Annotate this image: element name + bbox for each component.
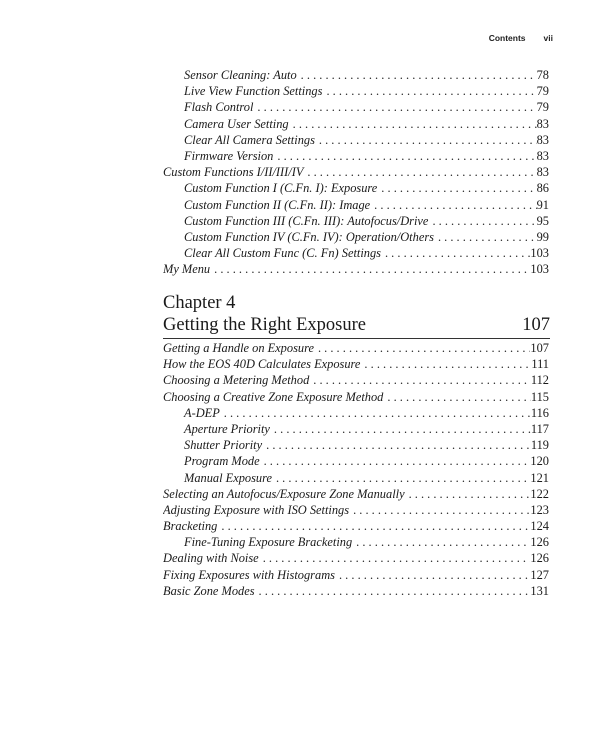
- toc-entry-title: Clear All Camera Settings: [184, 132, 315, 147]
- toc-entry-title: My Menu: [163, 262, 211, 277]
- toc-entry-page: 116: [530, 405, 549, 420]
- running-head-page-number: vii: [543, 33, 553, 43]
- toc-entry-page: 115: [530, 389, 549, 404]
- toc-leader-dots: [303, 165, 536, 180]
- toc-leader-dots: [253, 100, 536, 115]
- toc-leader-dots: [262, 438, 531, 453]
- toc-entry-page: 119: [530, 438, 549, 453]
- toc-entry-title: Manual Exposure: [184, 470, 272, 485]
- toc-entry[interactable]: [163, 181, 549, 197]
- toc-leader-dots: [377, 181, 536, 196]
- toc-entry-page: 83: [536, 148, 549, 163]
- toc-entry[interactable]: [163, 165, 549, 181]
- toc-entry[interactable]: [163, 214, 549, 230]
- toc-entry-page: 122: [530, 486, 549, 501]
- toc-leader-dots: [314, 341, 530, 356]
- toc-entry[interactable]: [163, 68, 549, 84]
- toc-entry-title: Adjusting Exposure with ISO Settings: [163, 502, 350, 517]
- toc-leader-dots: [309, 373, 531, 388]
- toc-entry[interactable]: [163, 535, 549, 551]
- toc-entry-page: 103: [530, 246, 549, 261]
- chapter-page-number: 107: [522, 315, 550, 335]
- toc-entry-title: Dealing with Noise: [163, 551, 259, 566]
- toc-leader-dots: [383, 390, 530, 405]
- toc-entry-page: 99: [536, 229, 549, 244]
- toc-entry-page: 83: [536, 165, 549, 180]
- toc-entry[interactable]: [163, 390, 549, 406]
- toc-entry-title: Program Mode: [184, 454, 260, 469]
- toc-entry[interactable]: [163, 262, 549, 278]
- toc-entry-page: 112: [530, 373, 549, 388]
- toc-list-chapter: [163, 341, 549, 600]
- chapter-title: Getting the Right Exposure: [163, 315, 366, 335]
- toc-entry-page: 123: [530, 502, 549, 517]
- toc-leader-dots: [270, 422, 531, 437]
- toc-entry-title: Basic Zone Modes: [163, 583, 255, 598]
- chapter-title-row: [163, 314, 550, 339]
- toc-entry-page: 78: [536, 68, 549, 82]
- toc-entry-title: Shutter Priority: [184, 438, 263, 453]
- toc-entry-title: Custom Function IV (C.Fn. IV): Operation/Others: [184, 229, 434, 244]
- toc-list-top: [163, 68, 549, 278]
- toc-entry[interactable]: [163, 422, 549, 438]
- toc-leader-dots: [370, 198, 536, 213]
- toc-entry-page: 91: [536, 197, 549, 212]
- toc-entry-page: 120: [530, 454, 549, 469]
- toc-entry-title: Custom Functions I/II/III/IV: [163, 165, 304, 180]
- toc-leader-dots: [349, 503, 530, 518]
- toc-entry-title: Custom Function II (C.Fn. II): Image: [184, 197, 371, 212]
- toc-entry-title: Camera User Setting: [184, 116, 289, 131]
- toc-entry[interactable]: [163, 133, 549, 149]
- toc-entry-page: 121: [530, 470, 549, 485]
- toc-leader-dots: [360, 357, 531, 372]
- toc-entry-title: Live View Function Settings: [184, 84, 323, 99]
- toc-entry[interactable]: [163, 454, 549, 470]
- toc-leader-dots: [381, 246, 530, 261]
- toc-entry[interactable]: [163, 246, 549, 262]
- toc-entry-page: 126: [530, 535, 549, 550]
- toc-entry[interactable]: [163, 568, 549, 584]
- toc-entry[interactable]: [163, 84, 549, 100]
- chapter-heading: [163, 293, 550, 339]
- toc-entry-page: 131: [530, 583, 549, 598]
- toc-leader-dots: [352, 535, 530, 550]
- running-head: [489, 33, 553, 43]
- toc-entry-title: Choosing a Creative Zone Exposure Method: [163, 389, 384, 404]
- toc-entry[interactable]: [163, 406, 549, 422]
- toc-leader-dots: [272, 471, 530, 486]
- toc-leader-dots: [405, 487, 531, 502]
- toc-entry-page: 107: [530, 341, 549, 355]
- toc-entry-page: 126: [530, 551, 549, 566]
- toc-entry-title: How the EOS 40D Calculates Exposure: [163, 357, 361, 372]
- toc-entry[interactable]: [163, 373, 549, 389]
- toc-entry[interactable]: [163, 519, 549, 535]
- chapter-label: Chapter 4: [163, 293, 236, 313]
- toc-entry[interactable]: [163, 341, 549, 357]
- toc-leader-dots: [217, 519, 530, 534]
- toc-entry-title: Choosing a Metering Method: [163, 373, 310, 388]
- toc-leader-dots: [273, 149, 536, 164]
- toc-leader-dots: [255, 584, 531, 599]
- toc-entry[interactable]: [163, 438, 549, 454]
- toc-leader-dots: [428, 214, 536, 229]
- toc-entry-title: Flash Control: [184, 100, 254, 115]
- toc-entry-page: 124: [530, 519, 549, 534]
- toc-entry[interactable]: [163, 100, 549, 116]
- toc-entry-title: Firmware Version: [184, 148, 274, 163]
- toc-entry-title: Custom Function III (C.Fn. III): Autofocus/Drive: [184, 213, 429, 228]
- toc-entry-page: 103: [530, 262, 549, 277]
- toc-entry[interactable]: [163, 471, 549, 487]
- toc-entry[interactable]: [163, 487, 549, 503]
- toc-leader-dots: [322, 84, 536, 99]
- toc-entry-page: 117: [530, 421, 549, 436]
- toc-entry-page: 127: [530, 567, 549, 582]
- toc-leader-dots: [289, 117, 537, 132]
- toc-entry[interactable]: [163, 357, 549, 373]
- toc-entry[interactable]: [163, 551, 549, 567]
- toc-entry[interactable]: [163, 584, 549, 600]
- toc-leader-dots: [210, 262, 530, 277]
- toc-entry-title: Custom Function I (C.Fn. I): Exposure: [184, 181, 378, 196]
- toc-entry-page: 111: [531, 357, 549, 372]
- toc-entry-title: Fine-Tuning Exposure Bracketing: [184, 535, 353, 550]
- toc-entry-title: Sensor Cleaning: Auto: [184, 68, 297, 82]
- toc-entry-title: Clear All Custom Func (C. Fn) Settings: [184, 246, 381, 261]
- running-head-section: Contents: [488, 33, 526, 43]
- toc-entry-page: 83: [536, 132, 549, 147]
- toc-leader-dots: [335, 568, 530, 583]
- toc-entry-page: 95: [536, 213, 549, 228]
- toc-leader-dots: [297, 68, 537, 83]
- toc-entry-page: 79: [536, 100, 549, 115]
- toc-entry[interactable]: [163, 149, 549, 165]
- toc-leader-dots: [259, 551, 531, 566]
- toc-entry-title: A-DEP: [184, 405, 220, 420]
- toc-entry-title: Fixing Exposures with Histograms: [163, 567, 335, 582]
- toc-entry[interactable]: [163, 230, 549, 246]
- toc-entry[interactable]: [163, 117, 549, 133]
- toc-entry-title: Bracketing: [163, 519, 218, 534]
- toc-entry-page: 79: [536, 84, 549, 99]
- toc-leader-dots: [260, 454, 531, 469]
- toc-entry-title: Aperture Priority: [184, 421, 270, 436]
- toc-leader-dots: [434, 230, 537, 245]
- toc-leader-dots: [315, 133, 537, 148]
- toc-entry-page: 86: [536, 181, 549, 196]
- toc-leader-dots: [220, 406, 531, 421]
- toc-entry-page: 83: [536, 116, 549, 131]
- toc-entry-title: Getting a Handle on Exposure: [163, 341, 314, 355]
- toc-entry[interactable]: [163, 503, 549, 519]
- toc-entry-title: Selecting an Autofocus/Exposure Zone Manually: [163, 486, 405, 501]
- toc-entry[interactable]: [163, 198, 549, 214]
